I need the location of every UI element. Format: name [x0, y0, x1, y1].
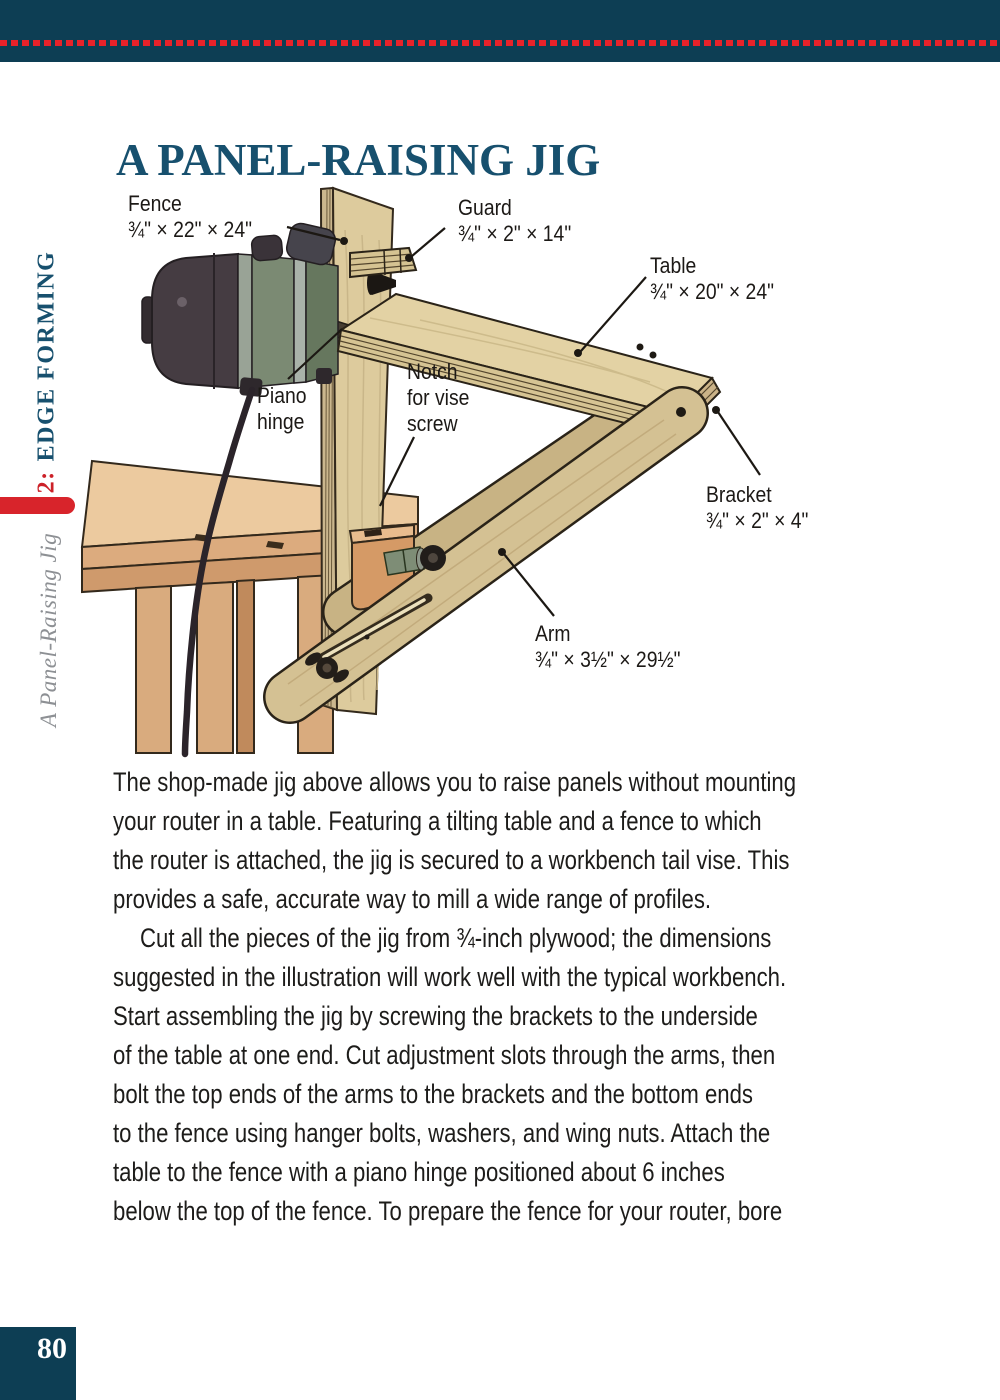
label-fence: Fence ¾" × 22" × 24" [128, 191, 252, 242]
body-line: your router in a table. Featuring a tilting table and a fence to which [113, 806, 762, 836]
label-arm: Arm ¾" × 3½" × 29½" [535, 621, 681, 672]
sidebar-section-label: A Panel-Raising Jig [36, 532, 61, 728]
page-number: 80 [37, 1332, 67, 1365]
red-dashed-rule [0, 40, 1000, 46]
body-line: provides a safe, accurate way to mill a wide range of profiles. [113, 884, 712, 914]
label-guard: Guard ¾" × 2" × 14" [458, 195, 572, 246]
body-line: Start assembling the jig by screwing the brackets to the underside [113, 1001, 758, 1031]
body-line: table to the fence with a piano hinge positioned about 6 inches [113, 1157, 725, 1187]
header-band [0, 0, 1000, 62]
body-line: to the fence using hanger bolts, washers, and wing nuts. Attach the [113, 1118, 771, 1148]
body-line: The shop-made jig above allows you to raise panels without mounting [113, 767, 797, 797]
body-line: below the top of the fence. To prepare the fence for your router, bore [113, 1196, 783, 1226]
label-piano-hinge: Piano hinge [257, 383, 307, 434]
label-bracket: Bracket ¾" × 2" × 4" [706, 482, 809, 533]
footer-block [0, 1327, 76, 1400]
body-line: bolt the top ends of the arms to the brackets and the bottom ends [113, 1079, 753, 1109]
body-text [113, 763, 796, 1231]
sidebar-red-bar [0, 497, 75, 514]
guard-strip [350, 248, 416, 277]
chapter-title: EDGE FORMING [33, 250, 60, 462]
body-line: suggested in the illustration will work well with the typical workbench. [113, 962, 787, 992]
router [142, 221, 338, 397]
page-title: A PANEL-RAISING JIG [116, 135, 601, 186]
label-table: Table ¾" × 20" × 24" [650, 253, 774, 304]
jig-illustration [80, 180, 980, 770]
chapter-number: 2: [33, 470, 60, 494]
body-line: Cut all the pieces of the jig from ¾-inch plywood; the dimensions [140, 923, 772, 953]
body-line: of the table at one end. Cut adjustment slots through the arms, then [113, 1040, 776, 1070]
sidebar-chapter-label [34, 251, 61, 494]
label-notch: Notch for vise screw [407, 359, 470, 436]
body-line: the router is attached, the jig is secured to a workbench tail vise. This [113, 845, 790, 875]
